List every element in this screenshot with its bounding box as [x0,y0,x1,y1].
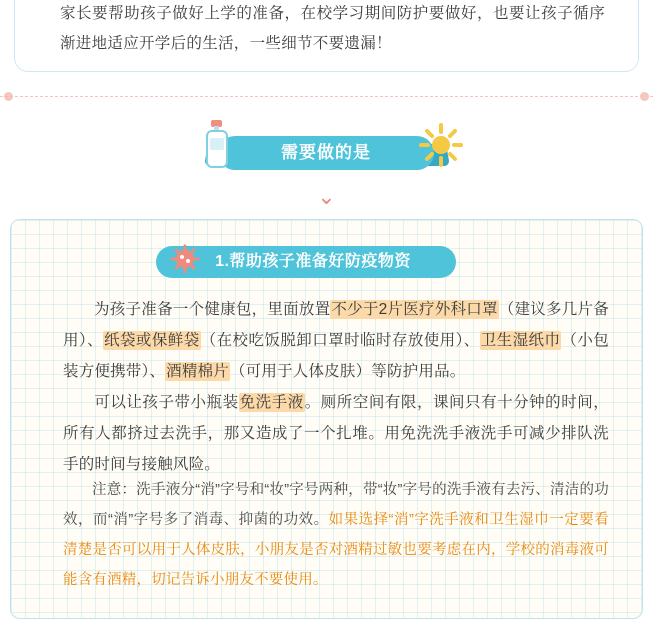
content-panel [10,219,643,619]
sanitizer-bottle-icon [200,120,234,168]
p1-text-4: （可用于人体皮肤）等防护用品。 [229,363,466,380]
p1-highlight-2: 纸袋或保鲜袋 [104,332,200,349]
paragraph-1 [63,294,609,387]
p1-highlight-4: 酒精棉片 [166,363,229,380]
p1-text-2: （在校吃饭脱卸口罩时临时存放使用）、 [200,332,480,349]
p2-text-1: 。厕所空间有限，课间只有十分钟的时间，所有人都挤过去洗手，那又造成了一个扎堆。用免洗洗手液洗手可减少排队洗手的时间与接触风险。 [63,394,609,473]
banner-title: 需要做的是 [281,143,371,162]
p2-lead: 可以让孩子带小瓶装 [94,394,239,411]
intro-paragraph: 家长要帮助孩子做好上学的准备，在校学习期间防护要做好，也要让孩子循序渐进地适应开学后的生活，一些细节不要遗漏！ [60,5,605,52]
paragraph-2 [63,387,609,480]
intro-card [14,0,639,72]
section-heading-label: 1.帮助孩子准备好防疫物资 [215,253,411,270]
p1-lead: 为孩子准备一个健康包，里面放置 [94,301,331,318]
p1-highlight-1: 不少于2片医疗外科口罩 [331,301,498,318]
chevron-down-icon: ⌄ [317,184,336,209]
separator-dot-right [640,92,649,101]
dashed-separator [0,96,653,97]
banner [186,120,466,182]
p2-highlight-1: 免洗手液 [239,394,304,411]
sun-icon [418,122,464,168]
paragraph-3 [63,475,609,595]
p3-emphasis: 如果选择“消”字洗手液和卫生湿巾一定要看清楚是否可以用于人体皮肤，小朋友是否对酒精过敏也要考虑在内，学校的消毒液可能含有酒精，切记告诉小朋友不要使用。 [63,512,609,588]
p1-text-1: （建议多几片备用）、 [63,301,609,349]
p3-lead: 注意：洗手液分“消”字号和“妆”字号两种，带“妆”字号的洗手液有去污、清洁的功效，而“消”字号多了消毒、抑菌的功效。 [63,482,609,528]
p1-highlight-3: 卫生湿纸巾 [480,332,561,349]
p1-text-3: （小包装方便携带）、 [63,332,609,380]
